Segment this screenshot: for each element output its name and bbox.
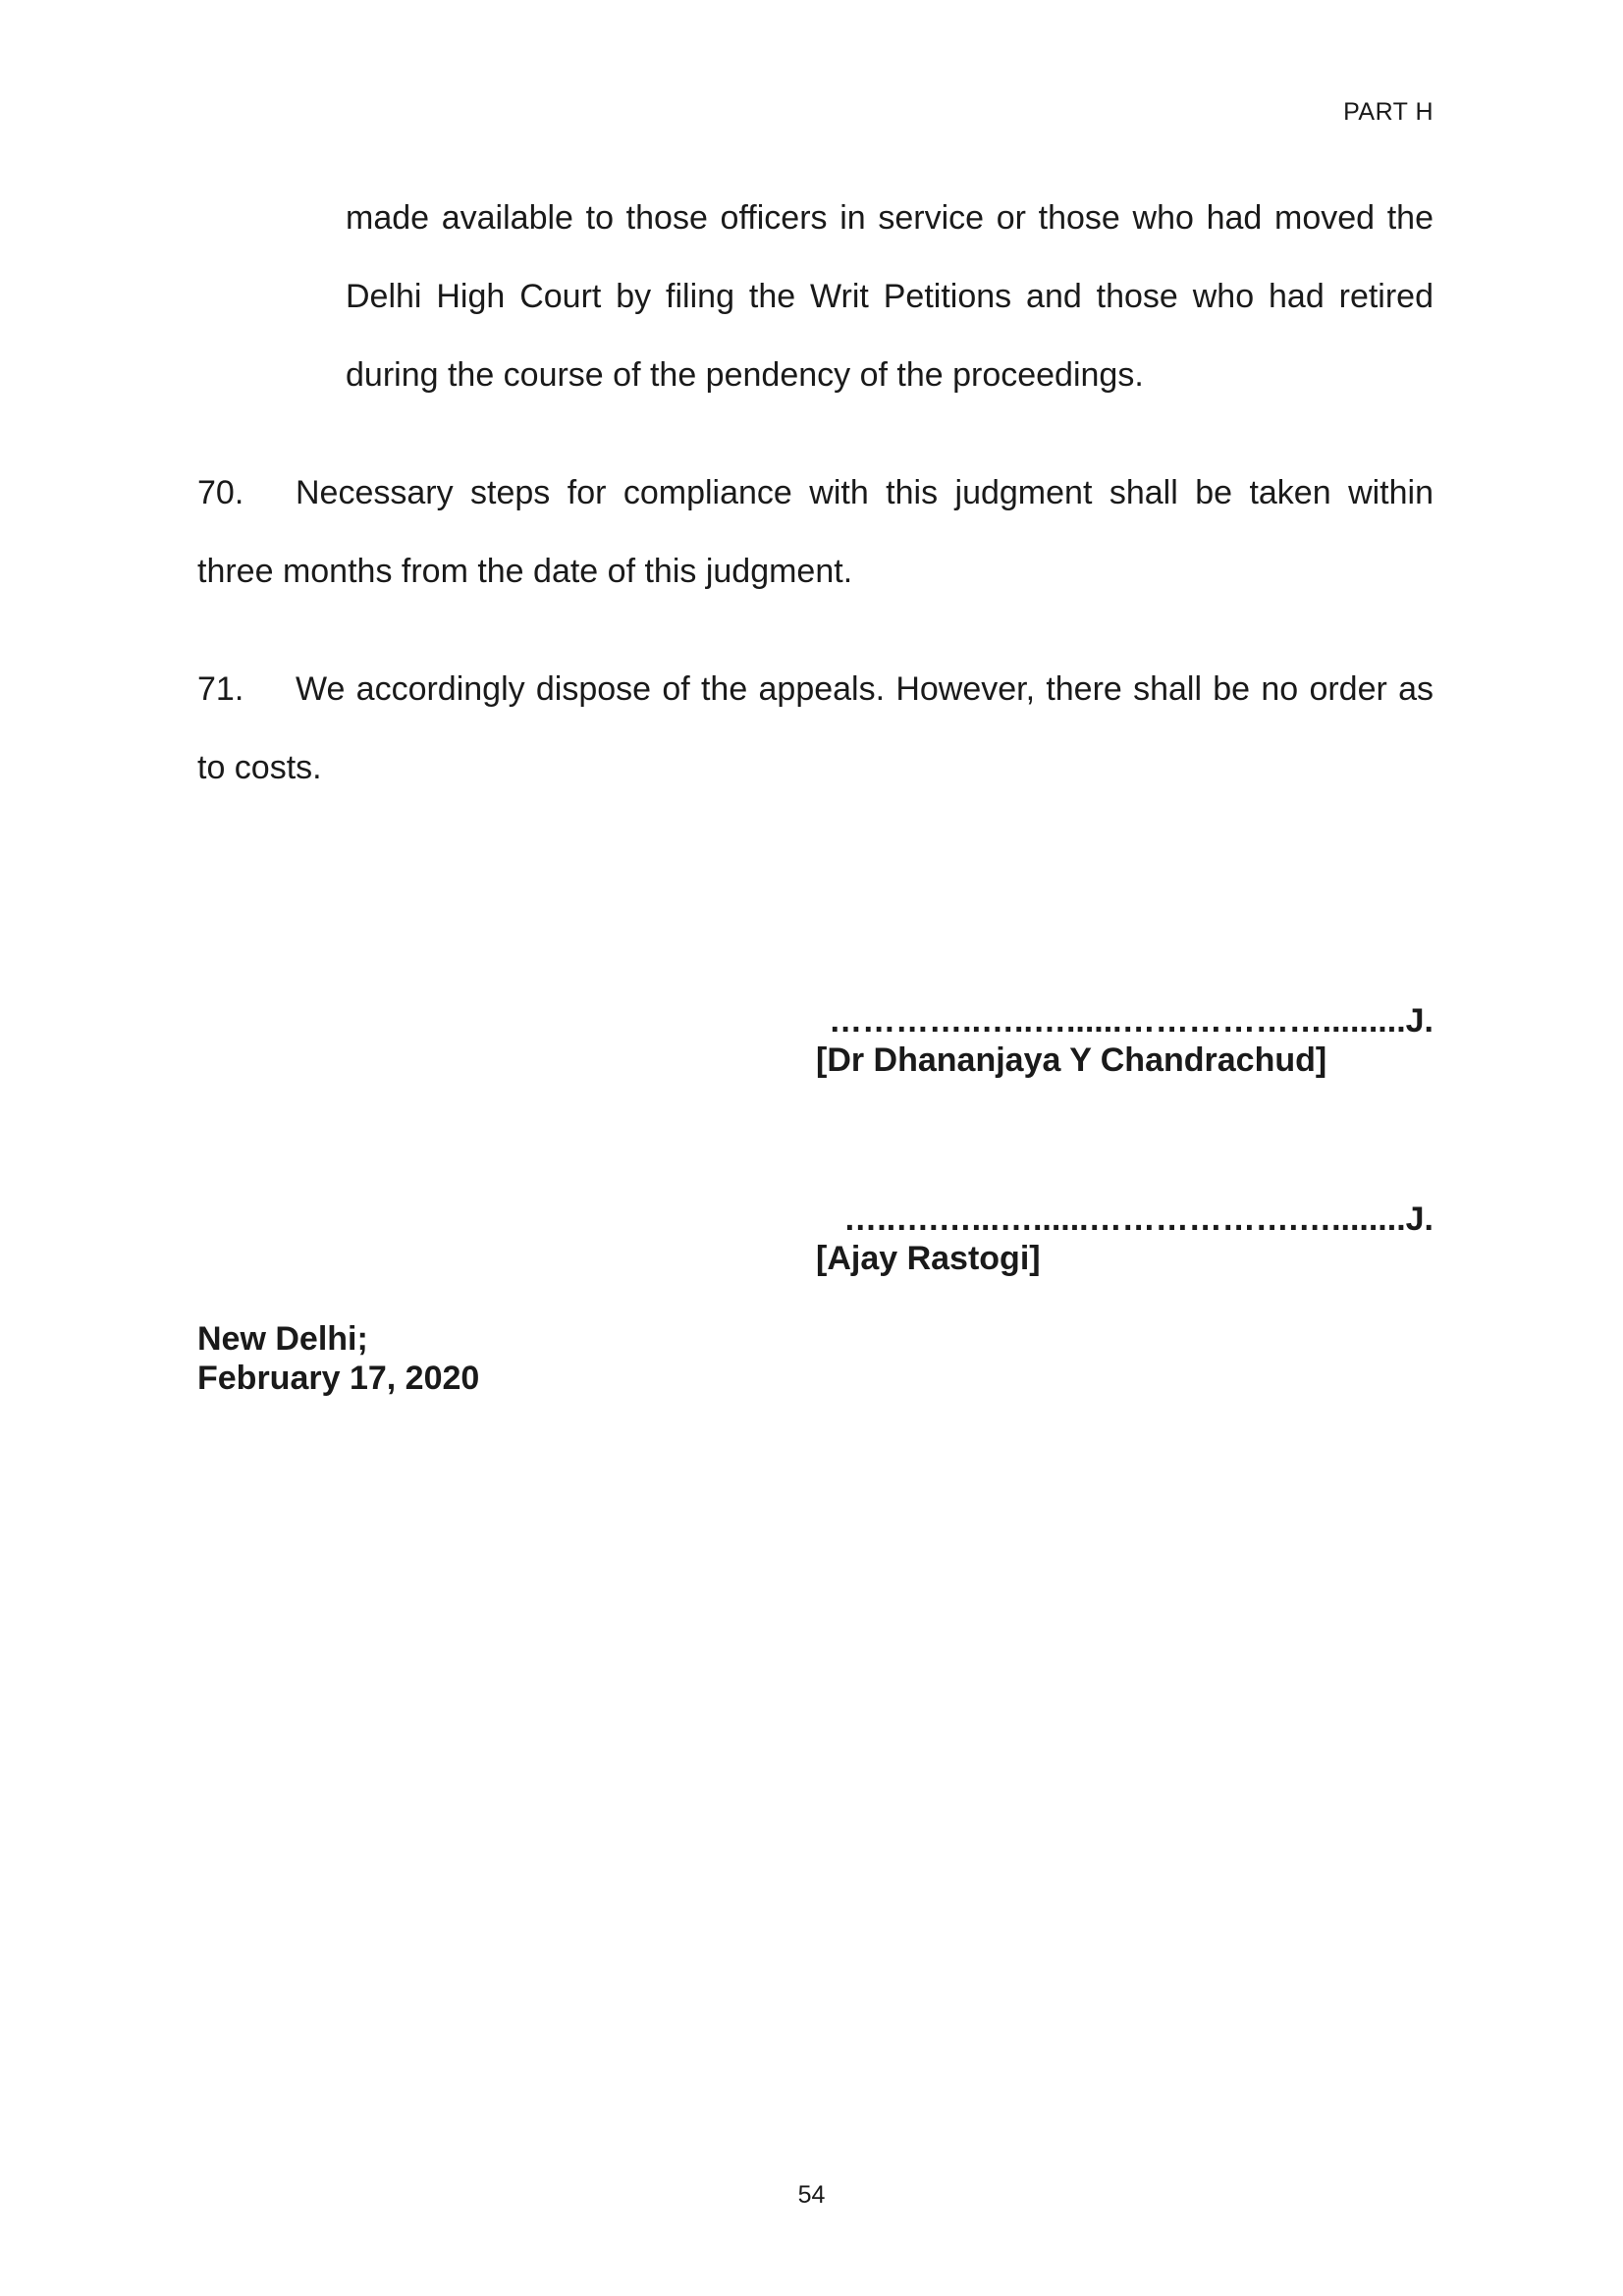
place-and-date: [197, 1319, 479, 1398]
paragraph-70: [197, 454, 1434, 611]
paragraph-number: 70.: [197, 474, 244, 511]
paragraph-number: 71.: [197, 670, 244, 708]
signature-line: …..….…...…......……………….…........J.: [843, 1201, 1434, 1238]
continued-paragraph-text: made available to those officers in service or those who had moved the Delhi High Court by filing the Writ Petitions and those who had retired during the course of the pendency of the proceedings.: [346, 199, 1434, 394]
paragraph-text: Necessary steps for compliance with this judgment shall be taken within three months from the date of this judgment.: [197, 474, 1434, 590]
paragraph-71: [197, 650, 1434, 807]
continued-paragraph: [346, 179, 1434, 414]
signature-block-chandrachud: [791, 1001, 1434, 1080]
signature-block-rastogi: [791, 1200, 1434, 1278]
page-number: 54: [797, 2181, 826, 2209]
paragraph-text: We accordingly dispose of the appeals. However, there shall be no order as to costs.: [197, 670, 1434, 786]
place: New Delhi;: [197, 1320, 368, 1358]
part-label: PART H: [1343, 98, 1434, 126]
date: February 17, 2020: [197, 1360, 480, 1397]
signature-line: …………..…..…......……………….........J.: [829, 1002, 1434, 1040]
judge-name: [Dr Dhananjaya Y Chandrachud]: [816, 1041, 1327, 1079]
judge-name: [Ajay Rastogi]: [816, 1240, 1041, 1277]
